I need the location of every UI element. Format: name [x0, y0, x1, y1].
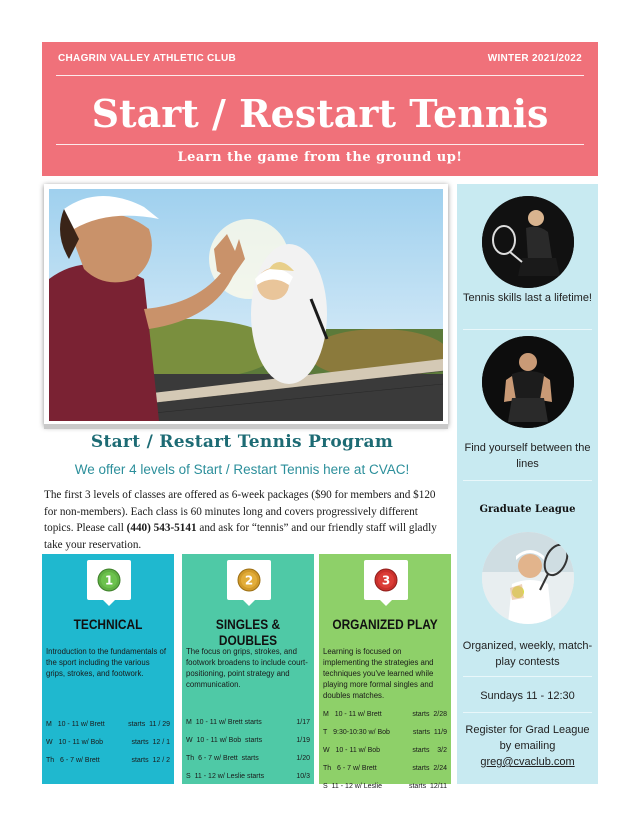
- level-1-description: Introduction to the fundamentals of the sport including the various grips, strokes, and footwork.: [46, 647, 167, 678]
- sidebar-divider: [463, 712, 592, 713]
- level-2-description: The focus on grips, strokes, and footwork broadens to include court-positioning, point strategy and communication.: [186, 647, 308, 689]
- schedule-row: Th 6 - 7 w/ Brett starts 1/20: [186, 755, 310, 762]
- program-body-intro: The first 3 levels of classes are offered as 6-week packages ($90 for members and $120 for non-members). Each class is 60 minutes long and covers progressively different topics. Please call: [44, 489, 436, 534]
- sidebar-divider: [463, 329, 592, 330]
- number-two-icon: [237, 568, 261, 592]
- program-title: Start / Restart Tennis Program: [90, 432, 394, 452]
- schedule-row: Th 6 - 7 w/ Brett starts 12 / 2: [46, 757, 170, 764]
- program-description: [44, 487, 442, 553]
- level-3-badge: [364, 560, 408, 600]
- sidebar-caption-1: Tennis skills last a lifetime!: [463, 292, 592, 304]
- level-2-schedule: [186, 714, 310, 786]
- schedule-row: S 11 - 12 w/ Leslie starts 10/3: [186, 773, 310, 780]
- high-five-players-image: [49, 189, 443, 421]
- header-divider-bottom: [56, 144, 584, 145]
- svg-text:3: 3: [381, 573, 391, 588]
- level-1-badge-pointer: [101, 598, 117, 606]
- level-organized-play-card: [319, 554, 451, 790]
- level-1-schedule: [46, 716, 170, 770]
- level-1-badge: [87, 560, 131, 600]
- number-one-icon: [97, 568, 121, 592]
- schedule-row: Th 6 - 7 w/ Brett starts 2/24: [323, 765, 447, 772]
- player-smiling-image: [482, 532, 574, 624]
- level-2-title: SINGLES & DOUBLES: [215, 616, 281, 648]
- sidebar-divider: [463, 676, 592, 677]
- sidebar: [457, 184, 598, 784]
- schedule-row: W 10 - 11 w/ Bob starts 3/2: [323, 747, 447, 754]
- hero-photo: [44, 184, 448, 426]
- level-singles-doubles-card: [182, 554, 314, 784]
- svg-text:2: 2: [244, 573, 254, 588]
- program-body-outro: and ask for “tennis” and our friendly staff will gladly take your reservation.: [44, 522, 437, 551]
- tennis-player-photo-1: [482, 196, 574, 288]
- photo-caption-bar: [44, 424, 448, 429]
- level-2-badge: [227, 560, 271, 600]
- register-email-link[interactable]: greg@cvaclub.com: [480, 756, 575, 768]
- schedule-row: S 11 - 12 w/ Leslie starts 12/11: [323, 783, 447, 790]
- level-3-badge-pointer: [378, 598, 394, 606]
- phone-number[interactable]: (440) 543-5141: [126, 522, 197, 534]
- page-title: Start / Restart Tennis: [91, 91, 549, 136]
- level-3-description: Learning is focused on implementing the strategies and techniques you've learned while playing more formal singles and doubles matches.: [323, 647, 434, 700]
- schedule-row: M 10 - 11 w/ Brett starts 1/17: [186, 719, 310, 726]
- level-2-badge-pointer: [241, 598, 257, 606]
- tennis-player-photo-3: [482, 532, 574, 624]
- sidebar-caption-2: Find yourself between the lines: [464, 442, 591, 470]
- schedule-row: M 10 - 11 w/ Brett starts 2/28: [323, 711, 447, 718]
- number-three-icon: [374, 568, 398, 592]
- schedule-row: W 10 - 11 w/ Bob starts 12 / 1: [46, 739, 170, 746]
- register-text: Register for Grad League by emailing: [465, 724, 590, 752]
- season-label: WINTER 2021/2022: [487, 53, 582, 64]
- header-banner: [42, 42, 598, 176]
- tennis-player-photo-2: [482, 336, 574, 428]
- level-technical-card: [42, 554, 174, 784]
- program-subtitle: We offer 4 levels of Start / Restart Tennis here at CVAC!: [74, 462, 410, 477]
- player-swing-image: [482, 196, 574, 288]
- graduate-league-time: Sundays 11 - 12:30: [480, 690, 575, 702]
- svg-text:1: 1: [104, 573, 114, 588]
- player-ready-image: [482, 336, 574, 428]
- level-3-title: ORGANIZED PLAY: [332, 616, 438, 632]
- club-name: CHAGRIN VALLEY ATHLETIC CLUB: [58, 53, 237, 64]
- schedule-row: W 10 - 11 w/ Bob starts 1/19: [186, 737, 310, 744]
- schedule-row: M 10 - 11 w/ Brett starts 11 / 29: [46, 721, 170, 728]
- graduate-league-heading: Graduate League: [479, 504, 576, 515]
- schedule-row: T 9:30-10:30 w/ Bob starts 11/9: [323, 729, 447, 736]
- level-1-title: TECHNICAL: [73, 616, 143, 632]
- sidebar-divider: [463, 480, 592, 481]
- graduate-league-description: Organized, weekly, match-play contests: [462, 640, 593, 668]
- header-divider-top: [56, 75, 584, 76]
- level-3-schedule: [323, 706, 447, 796]
- page-tagline: Learn the game from the ground up!: [177, 150, 463, 165]
- graduate-league-register: [461, 722, 594, 770]
